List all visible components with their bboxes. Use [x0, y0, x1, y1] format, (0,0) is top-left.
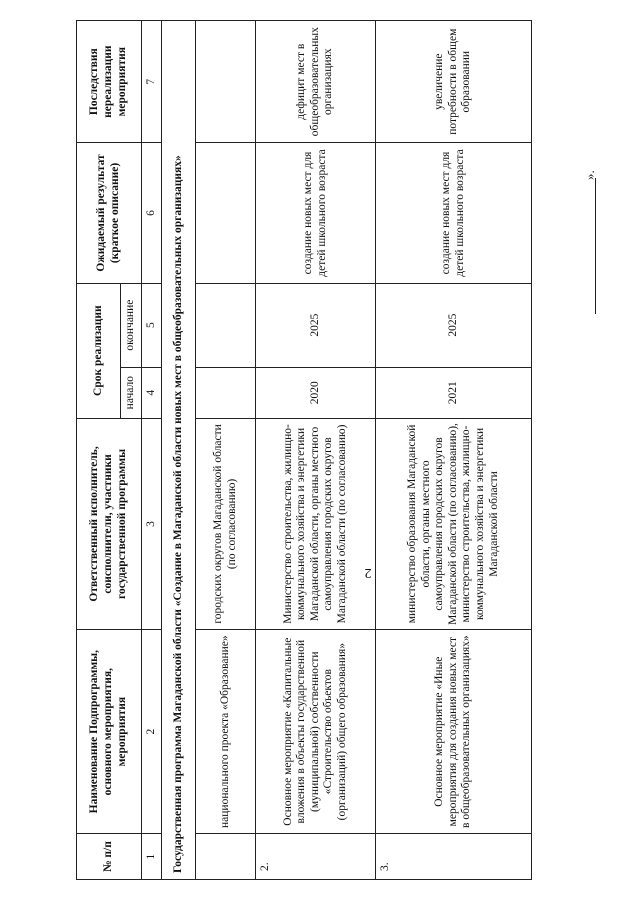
row-num: 2.: [256, 834, 376, 880]
row-consequence: [196, 21, 256, 143]
row-start: 2021: [376, 367, 532, 418]
header-name: Наименование Подпрограммы, основного мероприятия, мероприятия: [77, 630, 142, 834]
header-period: Срок реализации: [77, 283, 121, 418]
row-consequence: увеличение потребности в общем образовании: [376, 21, 532, 143]
colnum-1: 1: [141, 834, 162, 880]
header-consequence: Последствия нереализации мероприятия: [77, 21, 142, 143]
header-end: окончание: [121, 283, 142, 367]
row-executor: министерство образования Магаданской области, органы местного самоуправления городских округов Магаданской области (по согласованию), министерство строительства, жилищно-коммунального хозяйства и энергетики Магаданской области: [376, 418, 532, 630]
column-numbers-row: [141, 21, 162, 880]
row-result: [196, 143, 256, 283]
rotated-page-content: [42, 20, 602, 880]
row-num: 3.: [376, 834, 532, 880]
closing-mark: ».: [582, 170, 597, 180]
colnum-5: 5: [141, 283, 162, 367]
row-num: [196, 834, 256, 880]
program-title-row: [162, 21, 196, 880]
colnum-4: 4: [141, 367, 162, 418]
row-end: [196, 283, 256, 367]
colnum-7: 7: [141, 21, 162, 143]
table-row: [196, 21, 256, 880]
row-consequence: дефицит мест в общеобразовательных организациях: [256, 21, 376, 143]
row-name: национального проекта «Образование»: [196, 630, 256, 834]
row-result: создание новых мест для детей школьного возраста: [376, 143, 532, 283]
row-end: 2025: [256, 283, 376, 367]
row-result: создание новых мест для детей школьного возраста: [256, 143, 376, 283]
row-start: 2020: [256, 367, 376, 418]
program-title: Государственная программа Магаданской области «Создание в Магаданской области новых мест в общеобразовательных организациях»: [162, 21, 196, 880]
row-executor: Министерство строительства, жилищно-коммунального хозяйства и энергетики Магаданской области, органы местного самоуправления городских округов Магаданской области (по согласованию): [256, 418, 376, 630]
row-name: Основное мероприятие «Иные мероприятия для создания новых мест в общеобразовательных организациях»: [376, 630, 532, 834]
row-start: [196, 367, 256, 418]
colnum-2: 2: [141, 630, 162, 834]
page-number: 2: [364, 565, 372, 580]
header-start: начало: [121, 367, 142, 418]
program-table: [76, 20, 532, 880]
row-executor: городских округов Магаданской области (по согласованию): [196, 418, 256, 630]
table-row: [376, 21, 532, 880]
header-executor: Ответственный исполнитель, соисполнители, участники государственной программы: [77, 418, 142, 630]
row-end: 2025: [376, 283, 532, 367]
colnum-3: 3: [141, 418, 162, 630]
table-row: [256, 21, 376, 880]
closing-line: [595, 178, 596, 314]
row-name: Основное мероприятие «Капитальные вложения в объекты государственной (муниципальной) собственности «Строительство объектов (организаций) общего образования»: [256, 630, 376, 834]
header-result: Ожидаемый результат (краткое описание): [77, 143, 142, 283]
colnum-6: 6: [141, 143, 162, 283]
header-num: № п/п: [77, 834, 142, 880]
